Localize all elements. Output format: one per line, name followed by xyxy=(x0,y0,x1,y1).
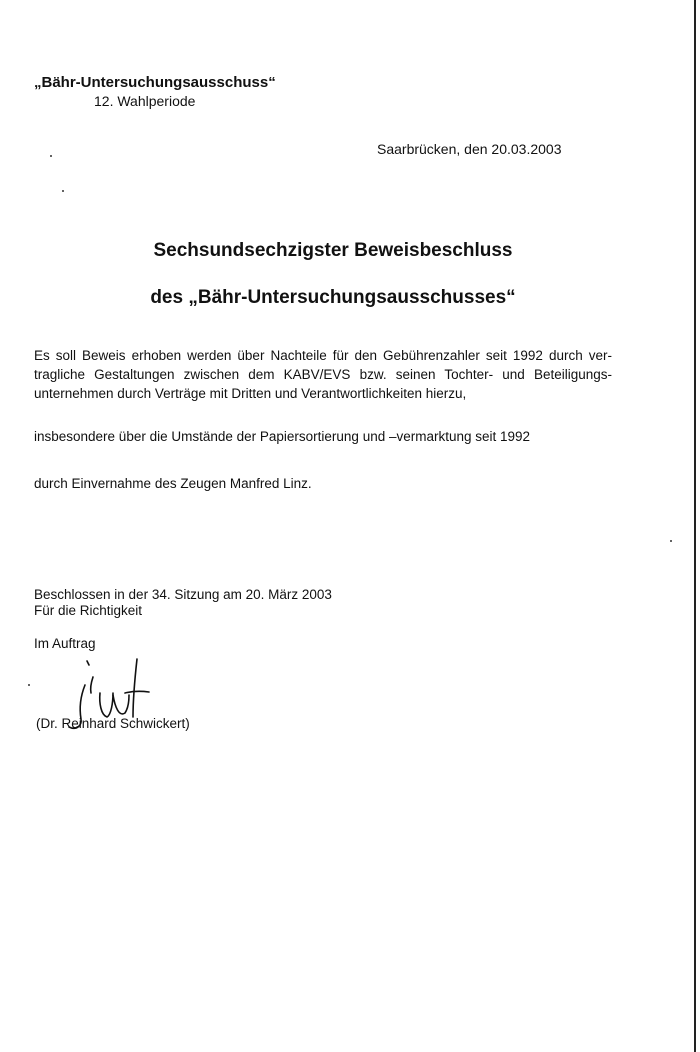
document-subtitle: des „Bähr-Untersuchungsausschusses“ xyxy=(150,287,516,308)
scan-speck xyxy=(62,190,64,192)
paragraph-line: Es soll Beweis erhoben werden über Nachteile für den Gebührenzahler seit 1992 durch ver- xyxy=(34,348,612,363)
committee-name: „Bähr-Untersuchungsausschuss“ xyxy=(34,74,276,91)
handwritten-signature xyxy=(55,655,165,735)
scan-speck xyxy=(50,155,52,157)
on-behalf-line: Im Auftrag xyxy=(34,636,96,651)
specification-paragraph: insbesondere über die Umstände der Papiersortierung und –vermarktung seit 1992 xyxy=(34,429,531,444)
scan-speck xyxy=(28,684,30,686)
place-date: Saarbrücken, den 20.03.2003 xyxy=(377,141,562,157)
paragraph-line: unternehmen durch Verträge mit Dritten und Verantwortlichkeiten hierzu, xyxy=(34,386,467,401)
signatory-name: (Dr. Reinhard Schwickert) xyxy=(36,716,190,731)
resolution-line: Beschlossen in der 34. Sitzung am 20. März 2003 xyxy=(34,587,332,602)
evidence-paragraph xyxy=(34,346,612,403)
paragraph-line: tragliche Gestaltungen zwischen dem KABV/EVS bzw. seinen Tochter- und Beteiligungs- xyxy=(34,367,612,382)
witness-paragraph: durch Einvernahme des Zeugen Manfred Linz. xyxy=(34,476,312,491)
scan-speck xyxy=(670,540,672,542)
scan-edge-line xyxy=(694,0,696,1052)
document-title: Sechsundsechzigster Beweisbeschluss xyxy=(153,240,513,261)
election-period: 12. Wahlperiode xyxy=(94,93,196,109)
correctness-line: Für die Richtigkeit xyxy=(34,603,143,618)
